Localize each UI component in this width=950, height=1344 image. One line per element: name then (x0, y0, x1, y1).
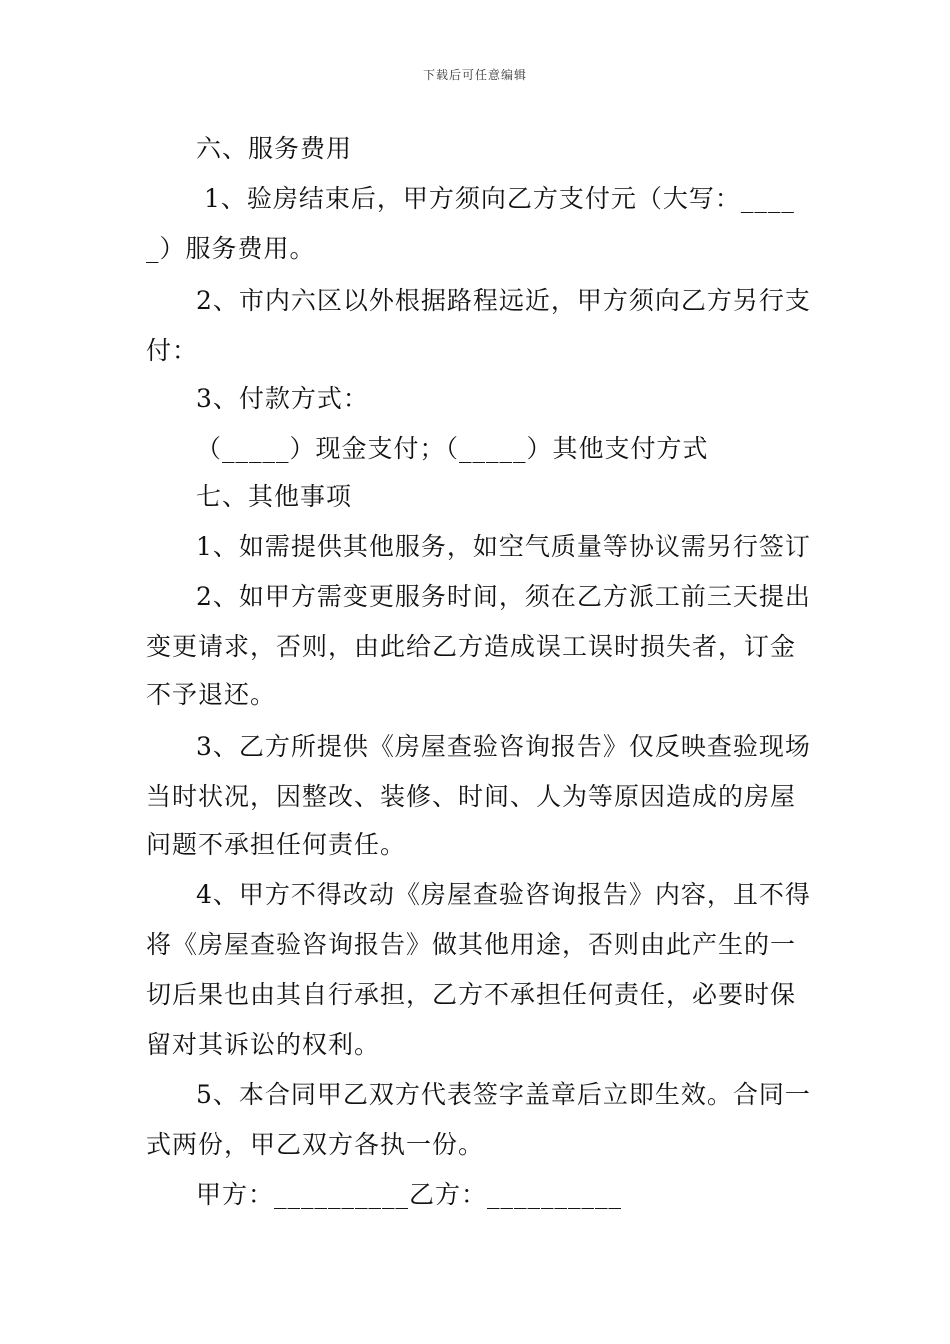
clause-7-4-line-2: 将《房屋查验咨询报告》做其他用途，否则由此产生的一 (146, 930, 797, 959)
page-header: 下载后可任意编辑 (422, 68, 527, 82)
clause-7-5-line-1: 5、本合同甲乙双方代表签字盖章后立即生效。合同一 (196, 1080, 811, 1109)
signature-line: 甲方：__________乙方：__________ (196, 1180, 623, 1209)
clause-7-3-line-2: 当时状况，因整改、装修、时间、人为等原因造成的房屋 (146, 782, 797, 811)
clause-6-3: 3、付款方式： (196, 384, 369, 413)
payment-options: （_____）现金支付；（_____）其他支付方式 (196, 434, 709, 463)
clause-7-5-line-2: 式两份，甲乙双方各执一份。 (146, 1130, 485, 1159)
clause-7-4-line-3: 切后果也由其自行承担，乙方不承担任何责任，必要时保 (146, 980, 797, 1009)
clause-6-2-line-1: 2、市内六区以外根据路程远近，甲方须向乙方另行支 (196, 286, 811, 315)
clause-7-1: 1、如需提供其他服务，如空气质量等协议需另行签订 (196, 532, 811, 561)
clause-7-4-line-1: 4、甲方不得改动《房屋查验咨询报告》内容，且不得 (196, 880, 811, 909)
clause-7-2-line-2: 变更请求，否则，由此给乙方造成误工误时损失者，订金 (146, 632, 797, 661)
clause-7-3-line-3: 问题不承担任何责任。 (146, 830, 407, 859)
clause-6-1-line-2: _）服务费用。 (146, 234, 316, 263)
clause-7-2-line-3: 不予退还。 (146, 680, 277, 709)
clause-6-1-line-1: 1、验房结束后，甲方须向乙方支付元（大写：____ (204, 184, 795, 213)
clause-6-2-line-2: 付： (146, 336, 199, 365)
section-heading-service-fees: 六、服务费用 (196, 134, 353, 163)
clause-7-3-line-1: 3、乙方所提供《房屋查验咨询报告》仅反映查验现场 (196, 732, 811, 761)
clause-7-2-line-1: 2、如甲方需变更服务时间，须在乙方派工前三天提出 (196, 582, 811, 611)
section-heading-other-matters: 七、其他事项 (196, 482, 353, 511)
clause-7-4-line-4: 留对其诉讼的权利。 (146, 1030, 381, 1059)
